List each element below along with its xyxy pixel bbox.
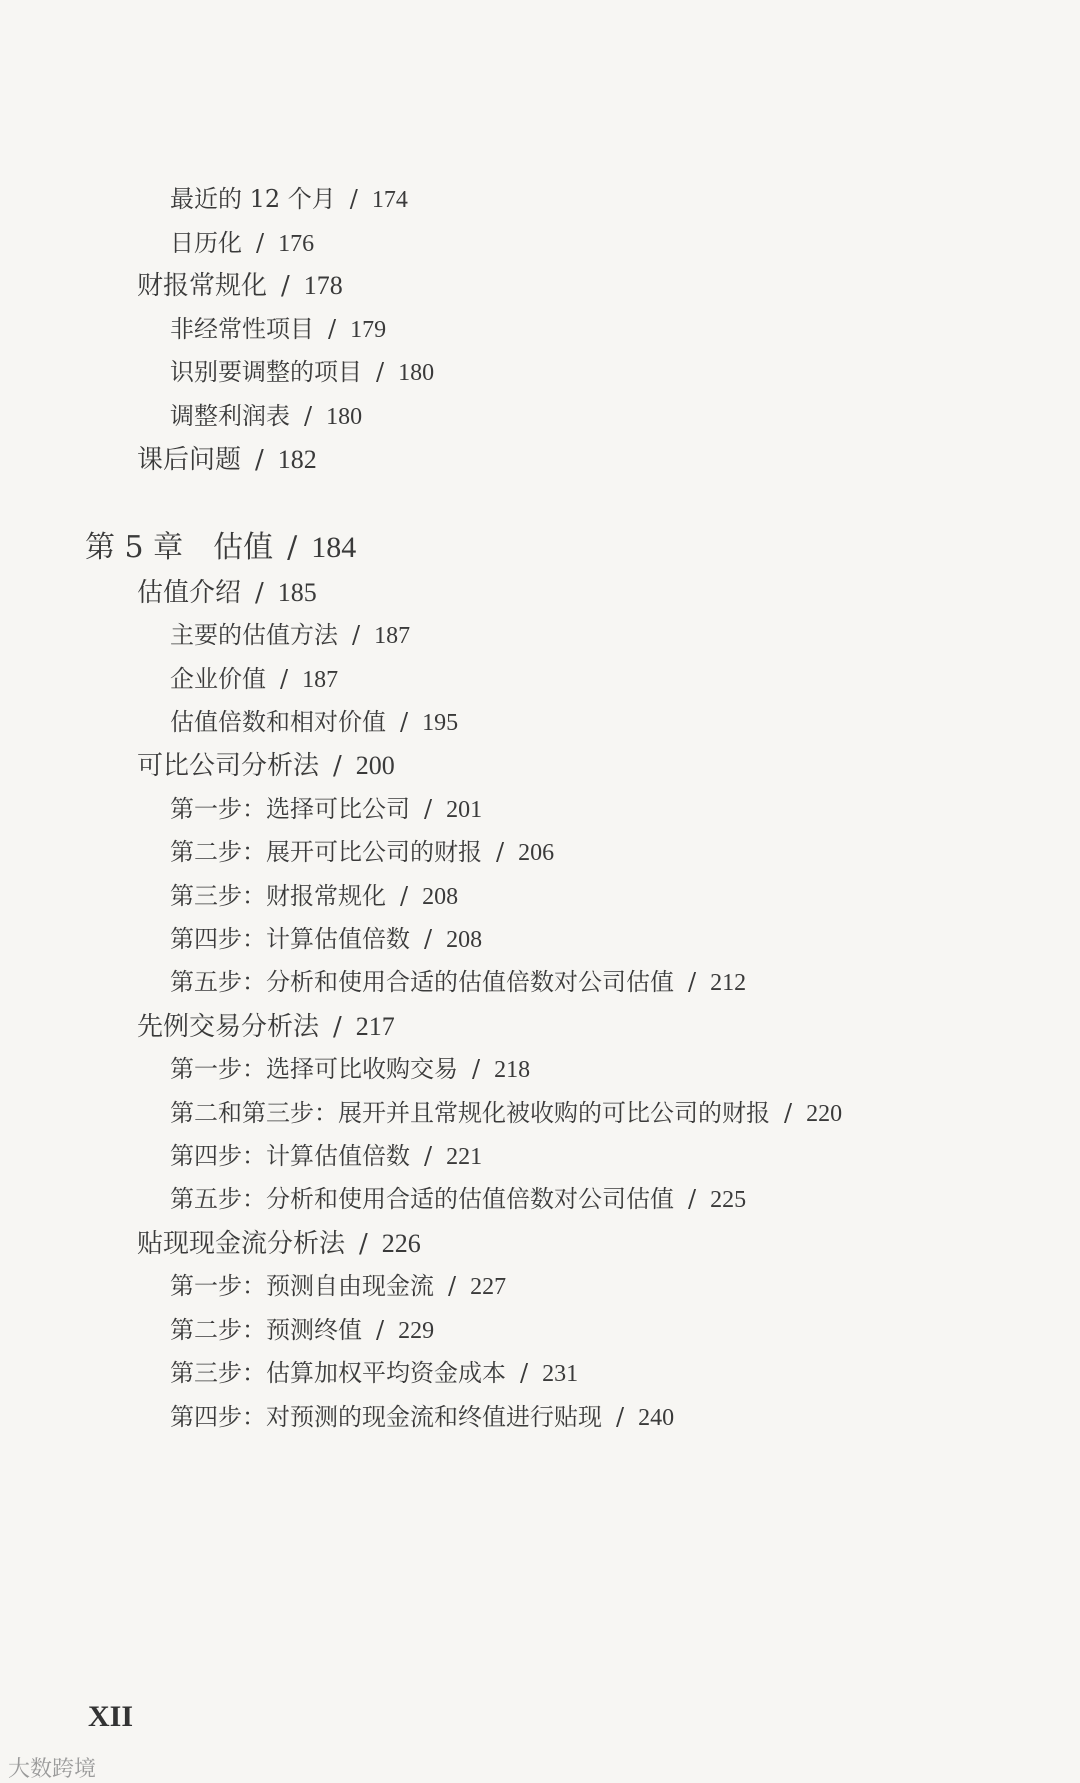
toc-entry-title: 财报常规化: [137, 271, 268, 301]
separator: /: [352, 621, 361, 649]
toc-entry-page: 187: [374, 623, 411, 649]
toc-entry-page: 227: [470, 1274, 507, 1300]
toc-entry-title: 第一步：预测自由现金流: [170, 1272, 434, 1300]
separator: /: [472, 1055, 481, 1083]
separator: /: [376, 358, 385, 386]
separator: /: [349, 185, 358, 213]
toc-entry-page: 221: [446, 1144, 483, 1170]
toc-entry[interactable]: [170, 927, 482, 952]
toc-entry-title: 识别要调整的项目: [170, 358, 362, 386]
toc-entry-title: 第三步：财报常规化: [170, 882, 386, 910]
toc-entry-page: 240: [638, 1405, 675, 1431]
toc-entry-page: 174: [371, 187, 408, 213]
toc-entry-page: 184: [311, 531, 357, 564]
toc-entry[interactable]: [170, 840, 554, 865]
toc-entry-page: 180: [326, 404, 363, 430]
separator: /: [304, 402, 313, 430]
toc-entry[interactable]: [170, 1057, 530, 1082]
toc-entry[interactable]: [137, 753, 395, 779]
separator: /: [448, 1272, 457, 1300]
toc-entry[interactable]: [170, 797, 482, 822]
toc-entry-title: 估值倍数和相对价值: [170, 708, 386, 736]
toc-entry[interactable]: [170, 231, 314, 256]
toc-entry-page: 208: [422, 884, 459, 910]
toc-entry-title: 日历化: [170, 229, 242, 257]
separator: /: [424, 1142, 433, 1170]
separator: /: [359, 1229, 368, 1259]
toc-entry-title: 第二步：预测终值: [170, 1316, 362, 1344]
toc-entry[interactable]: [170, 1405, 674, 1430]
toc-entry-page: 231: [542, 1361, 579, 1387]
separator: /: [328, 315, 337, 343]
toc-entry[interactable]: [137, 447, 317, 473]
separator: /: [424, 925, 433, 953]
toc-entry-page: 182: [277, 445, 317, 474]
toc-entry-title: 调整利润表: [170, 402, 290, 430]
toc-entry-page: 200: [355, 751, 395, 780]
separator: /: [287, 530, 298, 565]
toc-entry-title: 先例交易分析法: [137, 1012, 320, 1042]
watermark: 大数跨境: [8, 1757, 97, 1782]
toc-entry-page: 225: [710, 1187, 747, 1213]
toc-entry[interactable]: [170, 360, 434, 385]
toc-entry-title: 第二和第三步：展开并且常规化被收购的可比公司的财报: [170, 1099, 770, 1127]
separator: /: [616, 1403, 625, 1431]
toc-entry-page: 226: [381, 1229, 421, 1258]
separator: /: [255, 445, 264, 475]
toc-entry[interactable]: [170, 1187, 746, 1212]
toc-entry-title: 企业价值: [170, 665, 266, 693]
toc-entry[interactable]: [170, 1274, 506, 1299]
toc-entry-title: 可比公司分析法: [137, 751, 320, 781]
separator: /: [280, 665, 289, 693]
toc-entry[interactable]: [137, 580, 317, 606]
separator: /: [784, 1099, 793, 1127]
toc-entry-title: 第一步：选择可比收购交易: [170, 1055, 458, 1083]
toc-entry[interactable]: [170, 623, 410, 648]
toc-entry[interactable]: [137, 273, 343, 299]
toc-entry[interactable]: [170, 710, 458, 735]
toc-entry-page: 206: [518, 840, 555, 866]
toc-entry[interactable]: [170, 317, 386, 342]
toc-entry-title: 课后问题: [137, 445, 242, 475]
toc-entry[interactable]: [137, 1014, 395, 1040]
toc-entry-page: 179: [350, 317, 387, 343]
toc-entry-page: 185: [277, 578, 317, 607]
separator: /: [688, 1185, 697, 1213]
toc-entry-title: 第二步：展开可比公司的财报: [170, 838, 482, 866]
separator: /: [520, 1359, 529, 1387]
page-number: XII: [88, 1700, 134, 1733]
toc-entry-page: 180: [398, 360, 435, 386]
toc-entry[interactable]: [170, 884, 458, 909]
separator: /: [333, 751, 342, 781]
toc-entry-page: 195: [422, 710, 459, 736]
toc-entry-page: 212: [710, 970, 747, 996]
toc-entry-title: 第四步：计算估值倍数: [170, 925, 410, 953]
toc-entry[interactable]: [170, 1144, 482, 1169]
toc-entry[interactable]: [170, 187, 408, 212]
toc-entry[interactable]: [170, 404, 362, 429]
toc-chapter-heading[interactable]: [85, 530, 357, 565]
toc-entry[interactable]: [170, 1101, 842, 1126]
separator: /: [424, 795, 433, 823]
separator: /: [376, 1316, 385, 1344]
toc-entry-page: 220: [806, 1101, 843, 1127]
toc-entry-page: 176: [278, 231, 315, 257]
toc-entry-title: 第五步：分析和使用合适的估值倍数对公司估值: [170, 968, 674, 996]
toc-entry[interactable]: [170, 1318, 434, 1343]
toc-entry-page: 178: [303, 271, 343, 300]
toc-entry[interactable]: [170, 667, 338, 692]
toc-entry-page: 201: [446, 797, 483, 823]
toc-entry-title: 第四步：对预测的现金流和终值进行贴现: [170, 1403, 602, 1431]
toc-entry-title: 第四步：计算估值倍数: [170, 1142, 410, 1170]
separator: /: [333, 1012, 342, 1042]
toc-entry-title: 估值介绍: [137, 578, 242, 608]
toc-entry-title: 第 5 章 估值: [85, 530, 274, 565]
toc-entry-page: 208: [446, 927, 483, 953]
toc-entry-title: 非经常性项目: [170, 315, 314, 343]
toc-entry-page: 229: [398, 1318, 435, 1344]
separator: /: [400, 882, 409, 910]
toc-entry[interactable]: [170, 1361, 578, 1386]
toc-entry[interactable]: [170, 970, 746, 995]
toc-entry-title: 第三步：估算加权平均资金成本: [170, 1359, 506, 1387]
toc-entry-title: 第五步：分析和使用合适的估值倍数对公司估值: [170, 1185, 674, 1213]
separator: /: [400, 708, 409, 736]
separator: /: [256, 229, 265, 257]
toc-entry[interactable]: [137, 1231, 421, 1257]
toc-entry-title: 最近的 12 个月: [170, 185, 336, 213]
toc-entry-title: 第一步：选择可比公司: [170, 795, 410, 823]
toc-entry-title: 主要的估值方法: [170, 621, 338, 649]
toc-entry-page: 187: [302, 667, 339, 693]
separator: /: [688, 968, 697, 996]
separator: /: [281, 271, 290, 301]
toc-entry-title: 贴现现金流分析法: [137, 1229, 346, 1259]
toc-entry-page: 218: [494, 1057, 531, 1083]
separator: /: [255, 578, 264, 608]
separator: /: [496, 838, 505, 866]
toc-entry-page: 217: [355, 1012, 395, 1041]
